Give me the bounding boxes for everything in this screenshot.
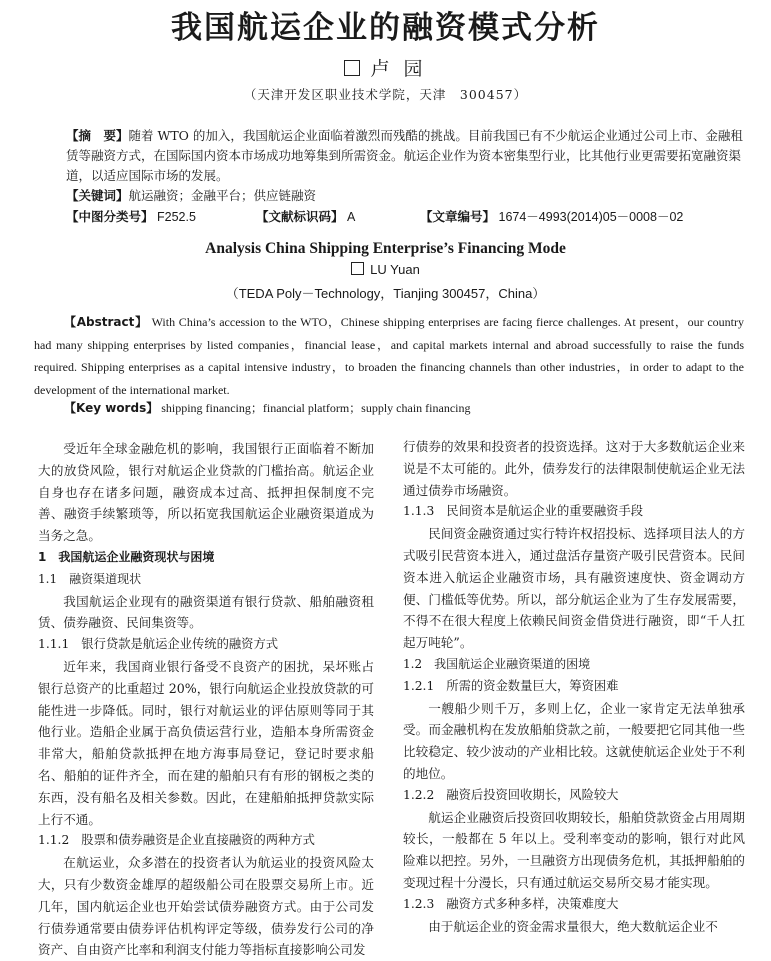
paragraph: 在航运业，众多潜在的投资者认为航运业的投资风险太大，只有少数资金雄厚的超级船公司在股票交易所上市。近几年，国内航运企业也开始尝试债券融资方式。由于公司发行债券通常要由债券评估机构评定等级，债券发行公司的净资产、自由资产比率和利润支付能力等指标直接影响公司发 — [38, 855, 374, 958]
section-number: 1.1.3 — [403, 504, 435, 519]
section-title: 银行贷款是航运企业传统的融资方式 — [81, 637, 279, 652]
section-1-2-1-heading — [403, 676, 745, 698]
section-number: 1 — [38, 549, 47, 564]
body-left-column — [38, 438, 374, 961]
section-1-1-2-heading — [38, 830, 374, 852]
paper-title: 我国航运企业的融资模式分析 — [171, 10, 600, 46]
intro-paragraph: 受近年全球金融危机的影响，我国银行正面临着不断加大的放贷风险，银行对航运企业贷款的门槛抬高。航运企业自身也存在诸多问题，融资成本过高、抵押担保制度不完善、融资手续繁琐等，所以拓宽我国航运企业融资渠道成为当务之急。 — [38, 441, 374, 544]
square-marker-icon — [351, 262, 364, 275]
author-name: 卢 园 — [370, 58, 427, 80]
section-number: 1.2.1 — [403, 678, 435, 693]
section-number: 1.2.3 — [403, 896, 435, 911]
chinese-keywords — [66, 186, 316, 204]
section-title: 我国航运企业融资渠道的困境 — [434, 656, 591, 671]
english-keywords-text: shipping financing；financial platform；supply chain financing — [161, 401, 471, 415]
chinese-abstract — [66, 126, 746, 186]
english-keywords-label: 【Key words】 — [64, 401, 159, 415]
section-1-heading — [38, 547, 374, 569]
english-affiliation: （TEDA Poly－Technology，Tianjing 300457，China） — [225, 286, 546, 301]
section-1-1-1-heading — [38, 634, 374, 656]
section-title: 所需的资金数量巨大，筹资困难 — [446, 678, 619, 693]
doc-code-label: 【文献标识码】 — [256, 209, 344, 224]
section-title: 融资后投资回收期长，风险较大 — [446, 787, 619, 802]
clc-label: 【中图分类号】 — [66, 209, 154, 224]
section-number: 1.1 — [38, 571, 58, 586]
classification-line — [66, 207, 683, 225]
paragraph: 近年来，我国商业银行备受不良资产的困扰，呆坏账占银行总资产的比重超过 20%，银行向航运企业投放贷款的可能性进一步降低。同时，银行对航运业的评估原则等同于其他行业。造船企业属于高负债运营行业，造船本身所需资金非常大，船舶贷款抵押在地方海事局登记，登记时要求船名、船舶的证件齐全，而在建的船舶只有有形的钢板之类的东西，没有船名及相关参数。因此，在建船舶抵押贷款实际上行不通。 — [38, 658, 374, 827]
section-1-1-3-heading — [403, 501, 745, 523]
section-title: 融资方式多种多样，决策难度大 — [446, 896, 619, 911]
abstract-text: 随着 WTO 的加入，我国航运企业面临着激烈而残酷的挑战。目前我国已有不少航运企业通过公司上市、金融租赁等融资方式，在国际国内资本市场成功地筹集到所需资金。航运企业作为资本密集型行业，比其他行业更需要拓宽融资渠道，以适应国际市场的发展。 — [66, 128, 743, 183]
section-1-2-heading — [403, 654, 745, 676]
section-number: 1.1.1 — [38, 637, 70, 652]
paragraph: 我国航运企业现有的融资渠道有银行贷款、船舶融资租赁、债券融资、民间集资等。 — [38, 593, 374, 631]
section-title: 我国航运企业融资现状与困境 — [58, 549, 215, 564]
section-number: 1.1.2 — [38, 833, 70, 848]
english-keywords — [64, 399, 470, 416]
paragraph: 航运企业融资后投资回收期较长，船舶贷款资金占用周期较长，一般都在 5 年以上。受利率变动的影响，银行对此风险难以把控。另外，一旦融资方出现债务危机，其抵押船舶的变现过程十分漫长，只有通过航运交易所交易才能实现。 — [403, 809, 745, 890]
abstract-label: 【摘 要】 — [66, 128, 129, 143]
article-no-label: 【文章编号】 — [420, 209, 496, 224]
english-abstract-label: 【Abstract】 — [64, 315, 148, 329]
english-author: LU Yuan — [370, 262, 420, 277]
paragraph: 一艘船少则千万，多则上亿，企业一家肯定无法单独承受。而金融机构在发放船舶贷款之前，一般要把它同其他一些比较稳定、较少波动的产业相比较。这就使航运企业处于不利的地位。 — [403, 700, 745, 781]
section-title: 融资渠道现状 — [69, 571, 142, 586]
keywords-label: 【关键词】 — [66, 188, 129, 203]
doc-code-value: A — [347, 210, 356, 224]
section-title: 民间资本是航运企业的重要融资手段 — [446, 504, 644, 519]
section-number: 1.2.2 — [403, 787, 435, 802]
english-abstract-text: With China’s accession to the WTO，Chinese shipping enterprises are facing fierce challenges. At present，our country had many shipping enterprises by listed companies，financial lease，and capital markets internal and abroad successfully to raise the funds required. Shipping enterprises as a capital intensive industry，to broaden the financing channels than other industries，in order to adapt to the development of the international market. — [34, 315, 744, 397]
article-no-value: 1674－4993(2014)05－0008－02 — [498, 210, 684, 224]
clc-value: F252.5 — [157, 210, 196, 224]
author-line — [0, 54, 771, 81]
paragraph: 民间资金融资通过实行特许权招投标、选择项目法人的方式吸引民营资本进入，通过盘活存量资产吸引民营资本。民间资本进入航运企业融资市场，具有融资速度快、资金调动方便、门槛低等优势。所以，部分航运企业为了生存发展需要，不得不在很大程度上依赖民间资金借贷进行融资，即“千人扛起万吨轮”。 — [403, 526, 745, 651]
continued-paragraph: 行债券的效果和投资者的投资选择。这对于大多数航运企业来说是不太可能的。此外，债券发行的法律限制使航运企业无法通过债券市场融资。 — [403, 439, 745, 498]
section-title: 股票和债券融资是企业直接融资的两种方式 — [81, 833, 315, 848]
affiliation: （天津开发区职业技术学院，天津 300457） — [243, 87, 528, 102]
keywords-text: 航运融资；金融平台；供应链融资 — [128, 188, 317, 203]
english-title: Analysis China Shipping Enterprise’s Financing Mode — [205, 240, 566, 257]
square-marker-icon — [344, 60, 360, 76]
section-1-1-heading — [38, 569, 374, 591]
english-abstract — [34, 311, 744, 401]
section-number: 1.2 — [403, 656, 423, 671]
english-author-line — [0, 262, 771, 277]
section-1-2-2-heading — [403, 785, 745, 807]
body-right-column — [403, 436, 745, 937]
paragraph: 由于航运企业的资金需求量很大，绝大数航运企业不 — [428, 918, 718, 934]
section-1-2-3-heading — [403, 894, 745, 916]
